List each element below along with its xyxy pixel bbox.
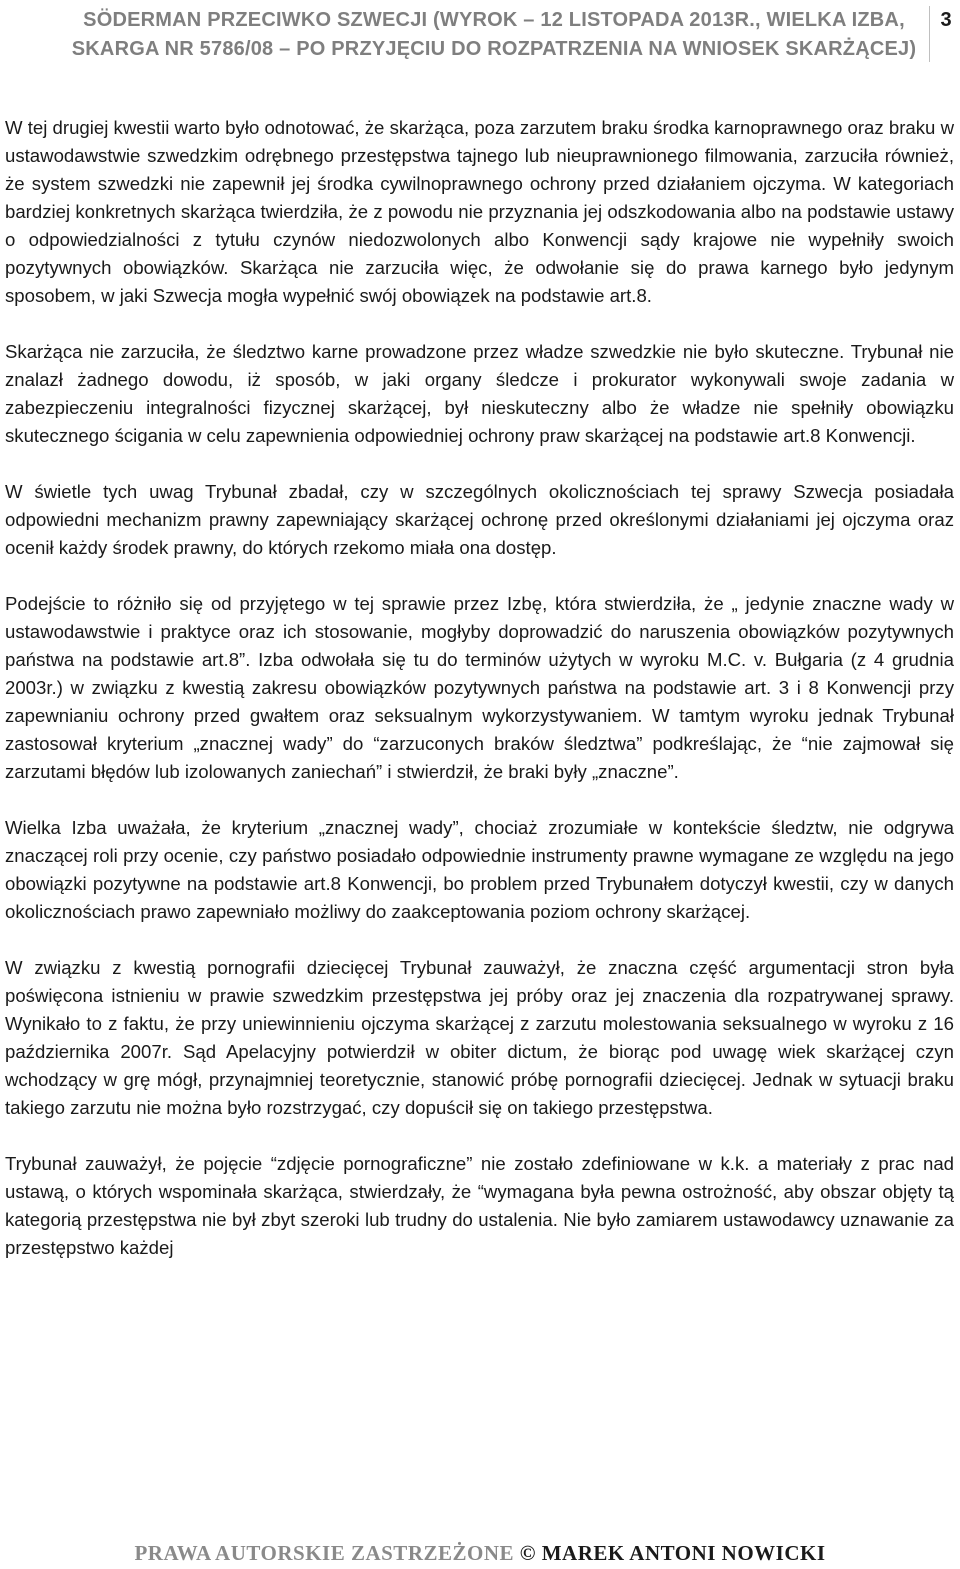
body-paragraph: Wielka Izba uważała, że kryterium „znacznej wady”, chociaż zrozumiałe w kontekście śledztw, nie odgrywa znaczącej roli przy ocenie, czy państwo posiadało odpowiednie instrumenty prawne wymagane ze względu na jego obowiązki pozytywne na podstawie art.8 Konwencji, bo problem przed Trybunałem dotyczył kwestii, czy w danych okolicznościach prawo zapewniało możliwy do zaakceptowania poziom ochrony skarżącej. [5,817,954,922]
body-paragraph: Skarżąca nie zarzuciła, że śledztwo karne prowadzone przez władze szwedzkie nie było skuteczne. Trybunał nie znalazł żadnego dowodu, iż sposób, w jaki organy śledcze i prokurator wykonywali swoje zadania w zabezpieczeniu integralności fizycznej skarżącej, był nieskuteczny albo że władze nie spełniły obowiązku skutecznego ścigania w celu zapewnienia odpowiedniej ochrony praw skarżącej na podstawie art.8 Konwencji. [5,341,954,446]
copyright-icon: © [519,1541,536,1565]
body-paragraph: Trybunał zauważył, że pojęcie “zdjęcie pornograficzne” nie zostało zdefiniowane w k.k. a materiały z prac nad ustawą, o których wspominała skarżąca, stwierdzały, że “wymagana była pewna ostrożność, aby obszar objęty tą kategorią przestępstwa nie był zbyt szeroki lub trudny do ustalenia. Nie było zamiarem ustawodawcy uznawanie za przestępstwo każdej [5,1153,954,1258]
footer-author-name: MAREK ANTONI NOWICKI [541,1541,826,1565]
body-paragraph: W tej drugiej kwestii warto było odnotować, że skarżąca, poza zarzutem braku środka karnoprawnego oraz braku w ustawodawstwie szwedzkim odrębnego przestępstwa tajnego lub nieuprawnionego filmowania, zarzuciła również, że system szwedzki nie zapewnił jej środka cywilnoprawnego ochrony przed działaniem ojczyma. W kategoriach bardziej konkretnych skarżąca twierdziła, że z powodu nie przyznania jej odszkodowania albo na podstawie ustawy o odpowiedzialności z tytułu czynów niedozwolonych albo Konwencji sądy krajowe nie wypełniły swoich pozytywnych obowiązków. Skarżąca nie zarzuciła więc, że odwołanie się do prawa karnego było jedynym sposobem, w jaki Szwecja mogła wypełnić swój obowiązek na podstawie art.8. [5,117,954,306]
running-header-line-1: SÖDERMAN PRZECIWKO SZWECJI (WYROK – 12 LISTOPADA 2013R., WIELKA IZBA, [83,9,905,31]
body-paragraph: Podejście to różniło się od przyjętego w tej sprawie przez Izbę, która stwierdziła, że „ jedynie znaczne wady w ustawodawstwie i praktyce oraz ich stosowanie, mogłyby doprowadzić do naruszenia obowiązków pozytywnych państwa na podstawie art.8”. Izba odwołała się tu do terminów użytych w wyroku M.C. v. Bułgaria (z 4 grudnia 2003r.) w związku z kwestią zakresu obowiązków pozytywnych państwa na podstawie art. 3 i 8 Konwencji przy zapewnianiu ochrony przed gwałtem oraz seksualnym wykorzystywaniem. W tamtym wyroku jednak Trybunał zastosował kryterium „znacznej wady” do “zarzuconych braków śledztwa” podkreślając, że “nie zajmował się zarzutami błędów lub izolowanych zaniechań” i stwierdził, że braki były „znaczne”. [5,593,954,782]
page-header [0,0,960,66]
footer-rights-text: PRAWA AUTORSKIE ZASTRZEŻONE [134,1541,515,1565]
document-body [5,114,954,1262]
running-header-line-2: SKARGA NR 5786/08 – PO PRZYJĘCIU DO ROZPATRZENIA NA WNIOSEK SKARŻĄCEJ) [71,38,917,60]
running-header-title [64,6,924,64]
body-paragraph: W związku z kwestią pornografii dziecięcej Trybunał zauważył, że znaczna część argumentacji stron była poświęcona istnieniu w prawie szwedzkim przestępstwa jej próby oraz jej znaczenia dla rozpatrywanej sprawy. Wynikało to z faktu, że przy uniewinnieniu ojczyma skarżącej z zarzutu molestowania seksualnego w wyroku z 16 października 2007r. Sąd Apelacyjny potwierdził w obiter dictum, że biorąc pod uwagę wiek skarżącej czyn wchodzący w grę mógł, przynajmniej teoretycznie, stanowić próbę pornografii dziecięcej. Jednak w sytuacji braku takiego zarzutu nie można było rozstrzygać, czy dopuścił się on takiego przestępstwa. [5,957,954,1118]
page-number: 3 [940,9,952,31]
body-paragraph: W świetle tych uwag Trybunał zbadał, czy w szczególnych okolicznościach tej sprawy Szwecja posiadała odpowiedni mechanizm prawny zapewniający skarżącej ochronę przed określonymi działaniami jej ojczyma oraz ocenił każdy środek prawny, do których rzekomo miała ona dostęp. [5,481,954,558]
page-footer [0,1538,960,1568]
header-separator [929,6,930,62]
